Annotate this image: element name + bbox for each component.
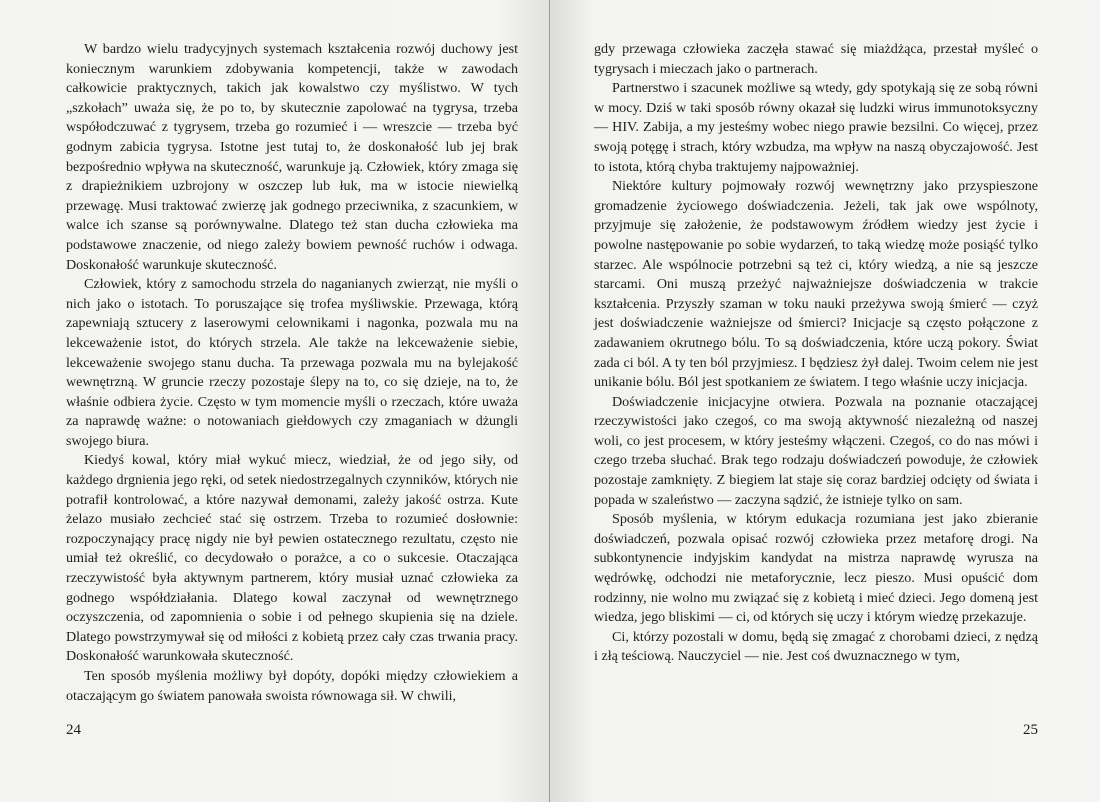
paragraph: Człowiek, który z samochodu strzela do naganianych zwierząt, nie myśli o nich jako o istotach. To poruszające się trofea myśliwskie. Przewaga, którą zapewniają sztucery z laserowymi celownikami i nagonka, pozwala mu na lekceważenie istot, do których strzela. Ale także na lekceważenie siebie, lekceważenie swojego stanu ducha. Ta przewaga pozwala mu na bylejakość wewnętrzną. W gruncie rzeczy pozostaje ślepy na to, co się dzieje, na to, że właśnie odbiera życie. Często w tym momencie myśli o rzeczach, które uważa za naprawdę ważne: o notowaniach giełdowych czy zmaganiach w dżungli swojego biura. <box>66 276 518 449</box>
paragraph: W bardzo wielu tradycyjnych systemach kształcenia rozwój duchowy jest koniecznym warunkiem zdobywania kompetencji, także w zawodach całkowicie praktycznych, takich jak kowalstwo czy myślistwo. W tych „szkołach” uważa się, że po to, by skutecznie zapolować na tygrysa, trzeba współodczuwać z tygrysem, trzeba go rozumieć i — wreszcie — trzeba być godnym zabicia tygrysa. Istotne jest tutaj to, że doskonałość lub jej brak bezpośrednio wpływa na skuteczność, warunkuje ją. Człowiek, który zmaga się z drapieżnikiem uzbrojony w oszczep lub łuk, ma w istocie niewielką przewagę. Musi traktować zwierzę jak godnego przeciwnika, z szacunkiem, w walce ich szanse są porównywalne. Dlatego też stan ducha człowieka ma podstawowe znaczenie, od niego zależy bowiem pewność ruchów i odwaga. Doskonałość warunkuje skuteczność. <box>66 41 518 273</box>
paragraph: Ten sposób myślenia możliwy był dopóty, dopóki między człowiekiem a otaczającym go światem panowała swoista równowaga sił. W chwili, <box>66 668 518 704</box>
paragraph: Partnerstwo i szacunek możliwe są wtedy, gdy spotykają się ze sobą równi w mocy. Dziś w taki sposób równy okazał się ludzki wirus immunotoksyczny — HIV. Zabija, a my jesteśmy wobec niego prawie bezsilni. Co więcej, przez swoją potęgę i strach, który wzbudza, ma wpływ na naszą obyczajowość. Jest to istota, którą chyba traktujemy najpoważniej. <box>594 80 1038 175</box>
paragraph: Sposób myślenia, w którym edukacja rozumiana jest jako zbieranie doświadczeń, pozwala opisać rozwój człowieka przez metaforę drogi. Na subkontynencie indyjskim kandydat na mistrza naprawdę wyrusza na wędrówkę, odchodzi nie metaforycznie, lecz pieszo. Musi opuścić dom rodzinny, nie wolno mu związać się z kobietą i mieć dzieci. Jego domeną jest wiedza, jego bliskimi — ci, od których się uczy i którym wiedzę przekazuje. <box>594 511 1038 626</box>
right-page <box>550 0 1100 802</box>
right-page-text <box>594 40 1038 667</box>
page-number-right: 25 <box>1023 722 1038 738</box>
paragraph: Niektóre kultury pojmowały rozwój wewnętrzny jako przyspieszone gromadzenie życiowego doświadczenia. Jeżeli, tak jak owe wspólnoty, przyjmuje się założenie, że podstawowym źródłem wiedzy jest życie i powolne następowanie po sobie wydarzeń, to taką wiedzę może posiąść tylko starzec. Ale wspólnocie potrzebni są też ci, który wiedzą, a nie są jeszcze starcami. Oni muszą przeżyć najważniejsze doświadczenia w trakcie kształcenia. Przyszły szaman w toku nauki przeżywa swoją śmierć — czyż jest doświadczenie ważniejsze od śmierci? Inicjacje są często połączone z zadawaniem okrutnego bólu. To są doświadczenia, które uczą pokory. Świat zada ci ból. A ty ten ból przyjmiesz. I będziesz żył dalej. Twoim celem nie jest unikanie bólu. Ból jest spotkaniem ze światem. I tego właśnie uczy inicjacja. <box>594 178 1038 391</box>
page-number-left: 24 <box>66 722 81 738</box>
paragraph: Ci, którzy pozostali w domu, będą się zmagać z chorobami dzieci, z nędzą i złą teściową. Nauczyciel — nie. Jest coś dwuznacznego w tym, <box>594 628 1038 665</box>
left-page-text <box>66 40 518 706</box>
paragraph: gdy przewaga człowieka zaczęła stawać się miażdżąca, przestał myśleć o tygrysach i mieczach jako o partnerach. <box>594 41 1038 77</box>
paragraph: Kiedyś kowal, który miał wykuć miecz, wiedział, że od jego siły, od każdego drgnienia jego ręki, od setek niedostrzegalnych czynników, których nie potrafił kontrolować, a które nazywał demonami, zależy jakość ostrza. Kute żelazo musiało zechcieć stać się ostrzem. Trzeba to rozumieć dosłownie: rozpoczynający pracę nigdy nie był pewien ostatecznego rezultatu, często nie umiał też określić, co decydowało o porażce, a co o sukcesie. Otaczająca rzeczywistość była aktywnym partnerem, który musiał uznać człowieka za godnego współdziałania. Dlatego kowal zaczynał od wewnętrznego oczyszczenia, od zapomnienia o sobie i od pełnego skupienia się na dziele. Dlatego powstrzymywał się od miłości z kobietą przez cały czas trwania pracy. Doskonałość warunkowała skuteczność. <box>66 452 518 665</box>
paragraph: Doświadczenie inicjacyjne otwiera. Pozwala na poznanie otaczającej rzeczywistości jako czegoś, co ma swoją aktywność niezależną od naszej woli, co jest procesem, w który jesteśmy włączeni. Czegoś, co do nas mówi i czego trzeba słuchać. Brak tego rodzaju doświadczeń powoduje, że człowiek pozostaje zamknięty. Z biegiem lat staje się coraz bardziej odcięty od świata i popada w szaleństwo — zaczyna sądzić, że istnieje tylko on sam. <box>594 393 1038 508</box>
